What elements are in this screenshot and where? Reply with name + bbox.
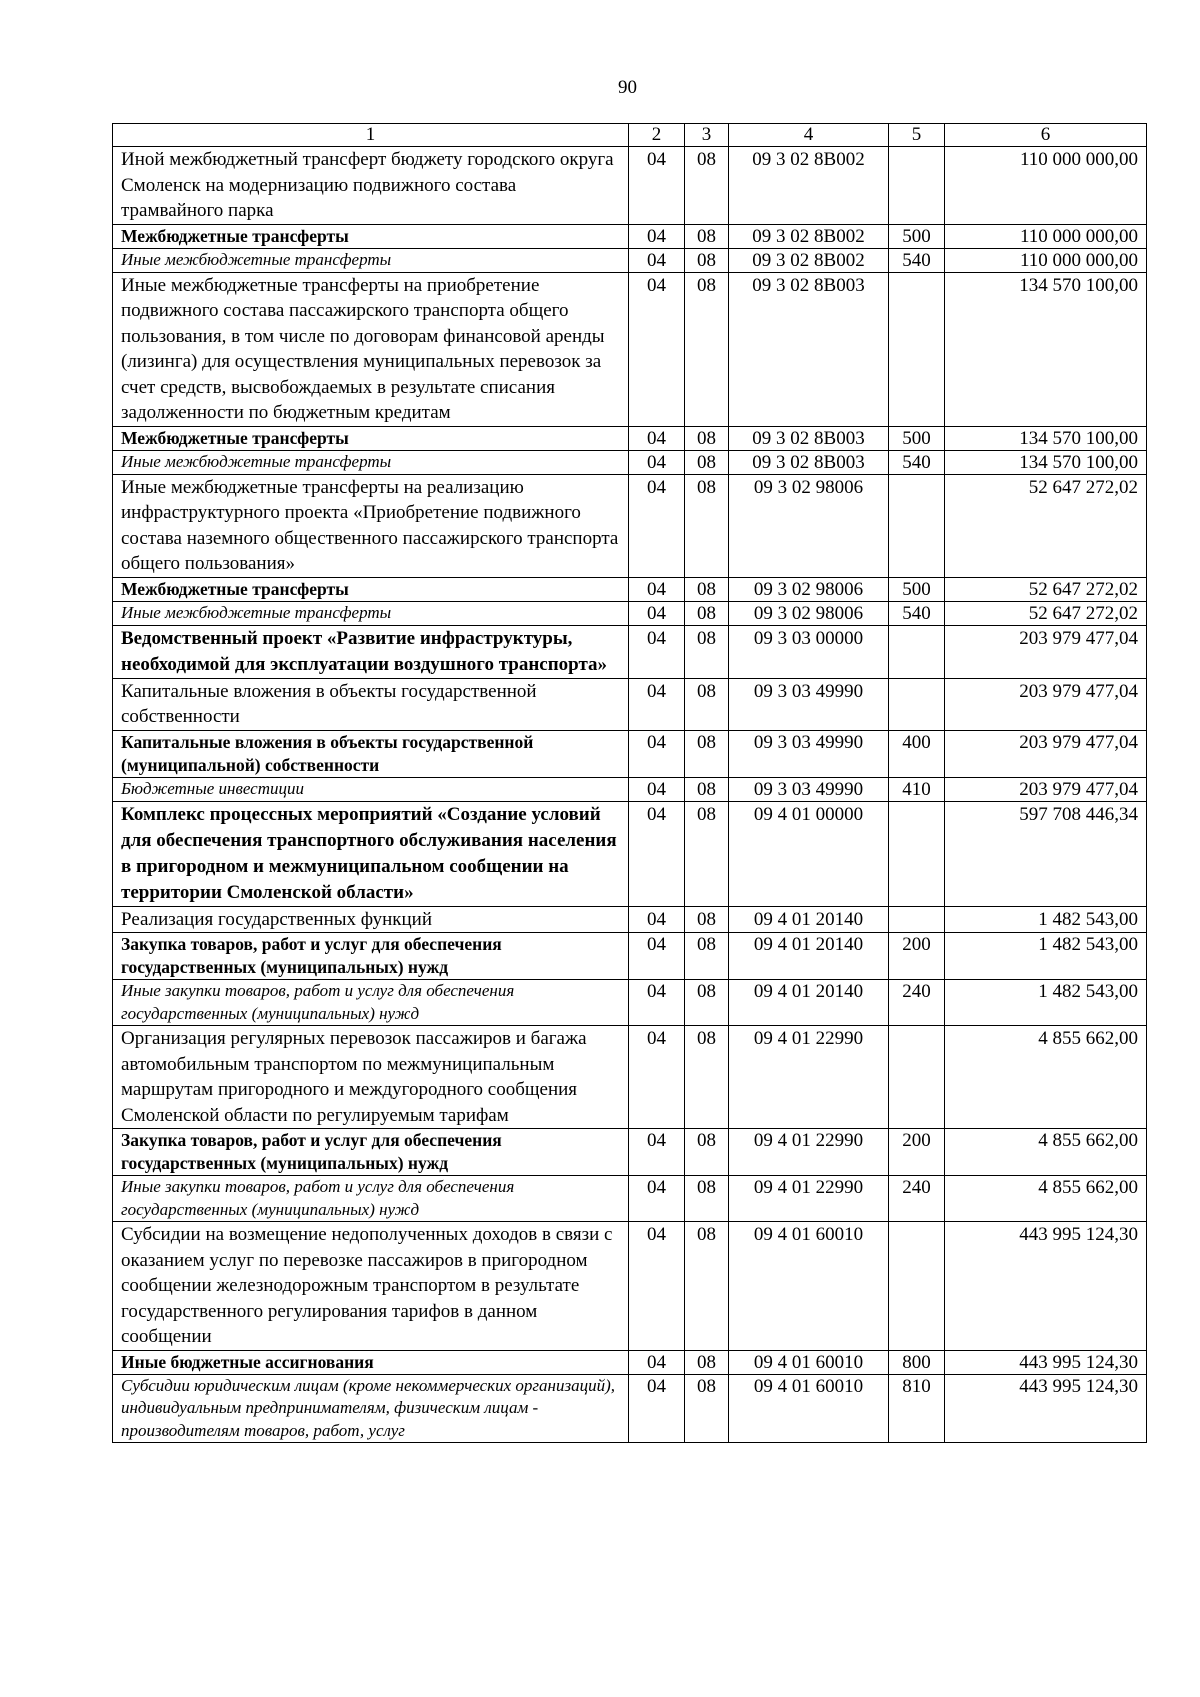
row-subsection-cell: 08 xyxy=(685,426,729,450)
row-target-article-cell: 09 4 01 60010 xyxy=(729,1222,889,1351)
row-target-article-cell: 09 3 03 49990 xyxy=(729,678,889,730)
row-amount-cell: 110 000 000,00 xyxy=(945,147,1147,225)
table-row xyxy=(113,474,1147,577)
row-amount-cell: 4 855 662,00 xyxy=(945,1176,1147,1222)
row-target-article-cell: 09 3 02 8B003 xyxy=(729,272,889,426)
row-section-cell: 04 xyxy=(629,906,685,933)
row-target-article-cell: 09 4 01 22990 xyxy=(729,1129,889,1176)
row-section-cell: 04 xyxy=(629,678,685,730)
row-expense-type-cell: 540 xyxy=(889,248,945,272)
row-subsection-cell: 08 xyxy=(685,906,729,933)
row-name-cell: Комплекс процессных мероприятий «Создание условий для обеспечения транспортного обслуживания населения в пригородном и межмуниципальном сообщении на территории Смоленской области» xyxy=(113,801,629,906)
row-section-cell: 04 xyxy=(629,777,685,801)
row-amount-cell: 134 570 100,00 xyxy=(945,426,1147,450)
row-section-cell: 04 xyxy=(629,426,685,450)
row-expense-type-cell: 400 xyxy=(889,730,945,777)
row-subsection-cell: 08 xyxy=(685,933,729,980)
row-expense-type-cell xyxy=(889,1026,945,1129)
row-expense-type-cell xyxy=(889,147,945,225)
table-row xyxy=(113,906,1147,933)
row-section-cell: 04 xyxy=(629,1129,685,1176)
row-target-article-cell: 09 3 02 8B002 xyxy=(729,147,889,225)
row-amount-cell: 443 995 124,30 xyxy=(945,1222,1147,1351)
row-target-article-cell: 09 3 03 00000 xyxy=(729,625,889,678)
row-amount-cell: 52 647 272,02 xyxy=(945,577,1147,601)
row-expense-type-cell: 200 xyxy=(889,933,945,980)
row-expense-type-cell: 540 xyxy=(889,601,945,625)
table-row xyxy=(113,730,1147,777)
row-expense-type-cell xyxy=(889,678,945,730)
row-amount-cell: 52 647 272,02 xyxy=(945,601,1147,625)
row-target-article-cell: 09 3 02 98006 xyxy=(729,577,889,601)
row-target-article-cell: 09 4 01 60010 xyxy=(729,1350,889,1374)
table-row xyxy=(113,625,1147,678)
row-name-cell: Межбюджетные трансферты xyxy=(113,577,629,601)
row-subsection-cell: 08 xyxy=(685,1176,729,1222)
column-header-2: 2 xyxy=(629,124,685,147)
row-subsection-cell: 08 xyxy=(685,1129,729,1176)
row-subsection-cell: 08 xyxy=(685,980,729,1026)
row-amount-cell: 134 570 100,00 xyxy=(945,272,1147,426)
row-subsection-cell: 08 xyxy=(685,1026,729,1129)
row-target-article-cell: 09 4 01 20140 xyxy=(729,906,889,933)
row-name-cell: Закупка товаров, работ и услуг для обеспечения государственных (муниципальных) нужд xyxy=(113,933,629,980)
row-section-cell: 04 xyxy=(629,980,685,1026)
row-section-cell: 04 xyxy=(629,801,685,906)
table-row xyxy=(113,1350,1147,1374)
row-subsection-cell: 08 xyxy=(685,730,729,777)
row-name-cell: Капитальные вложения в объекты государственной (муниципальной) собственности xyxy=(113,730,629,777)
row-subsection-cell: 08 xyxy=(685,147,729,225)
row-target-article-cell: 09 4 01 22990 xyxy=(729,1176,889,1222)
row-expense-type-cell xyxy=(889,272,945,426)
table-row xyxy=(113,1176,1147,1222)
row-amount-cell: 4 855 662,00 xyxy=(945,1129,1147,1176)
row-subsection-cell: 08 xyxy=(685,272,729,426)
row-section-cell: 04 xyxy=(629,450,685,474)
row-subsection-cell: 08 xyxy=(685,678,729,730)
row-subsection-cell: 08 xyxy=(685,801,729,906)
row-expense-type-cell xyxy=(889,801,945,906)
row-name-cell: Иные закупки товаров, работ и услуг для обеспечения государственных (муниципальных) нужд xyxy=(113,980,629,1026)
column-header-3: 3 xyxy=(685,124,729,147)
row-target-article-cell: 09 3 02 8B003 xyxy=(729,450,889,474)
table-row xyxy=(113,147,1147,225)
row-section-cell: 04 xyxy=(629,1350,685,1374)
table-row xyxy=(113,224,1147,248)
row-name-cell: Иные закупки товаров, работ и услуг для обеспечения государственных (муниципальных) нужд xyxy=(113,1176,629,1222)
row-subsection-cell: 08 xyxy=(685,474,729,577)
row-target-article-cell: 09 4 01 00000 xyxy=(729,801,889,906)
row-amount-cell: 203 979 477,04 xyxy=(945,625,1147,678)
table-body xyxy=(113,147,1147,1443)
row-expense-type-cell: 240 xyxy=(889,980,945,1026)
row-target-article-cell: 09 4 01 22990 xyxy=(729,1026,889,1129)
table-row xyxy=(113,933,1147,980)
row-amount-cell: 1 482 543,00 xyxy=(945,933,1147,980)
row-amount-cell: 1 482 543,00 xyxy=(945,906,1147,933)
row-section-cell: 04 xyxy=(629,147,685,225)
row-name-cell: Иные межбюджетные трансферты на реализацию инфраструктурного проекта «Приобретение подвижного состава наземного общественного пассажирского транспорта общего пользования» xyxy=(113,474,629,577)
row-expense-type-cell xyxy=(889,906,945,933)
row-section-cell: 04 xyxy=(629,1176,685,1222)
row-name-cell: Субсидии на возмещение недополученных доходов в связи с оказанием услуг по перевозке пассажиров в пригородном сообщении железнодорожным транспортом в результате государственного регулирования тарифов в данном сообщении xyxy=(113,1222,629,1351)
row-expense-type-cell: 500 xyxy=(889,224,945,248)
row-target-article-cell: 09 3 02 8B002 xyxy=(729,224,889,248)
table-row xyxy=(113,426,1147,450)
row-subsection-cell: 08 xyxy=(685,625,729,678)
row-section-cell: 04 xyxy=(629,1222,685,1351)
row-amount-cell: 443 995 124,30 xyxy=(945,1350,1147,1374)
row-section-cell: 04 xyxy=(629,730,685,777)
row-expense-type-cell: 500 xyxy=(889,577,945,601)
row-amount-cell: 110 000 000,00 xyxy=(945,248,1147,272)
row-amount-cell: 443 995 124,30 xyxy=(945,1374,1147,1443)
row-name-cell: Иной межбюджетный трансферт бюджету городского округа Смоленск на модернизацию подвижного состава трамвайного парка xyxy=(113,147,629,225)
row-amount-cell: 203 979 477,04 xyxy=(945,777,1147,801)
row-section-cell: 04 xyxy=(629,248,685,272)
row-name-cell: Иные межбюджетные трансферты xyxy=(113,248,629,272)
row-subsection-cell: 08 xyxy=(685,450,729,474)
row-expense-type-cell: 200 xyxy=(889,1129,945,1176)
column-header-5: 5 xyxy=(889,124,945,147)
row-name-cell: Иные межбюджетные трансферты xyxy=(113,450,629,474)
row-name-cell: Иные бюджетные ассигнования xyxy=(113,1350,629,1374)
page-number: 90 xyxy=(618,77,637,98)
row-name-cell: Иные межбюджетные трансферты xyxy=(113,601,629,625)
row-name-cell: Бюджетные инвестиции xyxy=(113,777,629,801)
row-expense-type-cell xyxy=(889,474,945,577)
table-row xyxy=(113,1222,1147,1351)
row-expense-type-cell: 410 xyxy=(889,777,945,801)
table-row xyxy=(113,1374,1147,1443)
row-name-cell: Организация регулярных перевозок пассажиров и багажа автомобильным транспортом по межмуниципальным маршрутам пригородного и междугородного сообщения Смоленской области по регулируемым тарифам xyxy=(113,1026,629,1129)
table-row xyxy=(113,1129,1147,1176)
column-header-1: 1 xyxy=(113,124,629,147)
row-subsection-cell: 08 xyxy=(685,601,729,625)
row-amount-cell: 110 000 000,00 xyxy=(945,224,1147,248)
row-name-cell: Закупка товаров, работ и услуг для обеспечения государственных (муниципальных) нужд xyxy=(113,1129,629,1176)
row-target-article-cell: 09 3 02 8B002 xyxy=(729,248,889,272)
row-amount-cell: 4 855 662,00 xyxy=(945,1026,1147,1129)
row-expense-type-cell: 810 xyxy=(889,1374,945,1443)
row-expense-type-cell: 500 xyxy=(889,426,945,450)
row-subsection-cell: 08 xyxy=(685,577,729,601)
row-subsection-cell: 08 xyxy=(685,224,729,248)
row-amount-cell: 597 708 446,34 xyxy=(945,801,1147,906)
row-section-cell: 04 xyxy=(629,933,685,980)
row-subsection-cell: 08 xyxy=(685,248,729,272)
budget-table xyxy=(112,123,1147,1443)
table-row xyxy=(113,577,1147,601)
column-header-4: 4 xyxy=(729,124,889,147)
row-name-cell: Капитальные вложения в объекты государственной собственности xyxy=(113,678,629,730)
row-target-article-cell: 09 4 01 60010 xyxy=(729,1374,889,1443)
row-expense-type-cell: 540 xyxy=(889,450,945,474)
row-subsection-cell: 08 xyxy=(685,1222,729,1351)
row-target-article-cell: 09 3 02 98006 xyxy=(729,601,889,625)
row-amount-cell: 203 979 477,04 xyxy=(945,730,1147,777)
row-subsection-cell: 08 xyxy=(685,1374,729,1443)
row-target-article-cell: 09 3 03 49990 xyxy=(729,730,889,777)
row-subsection-cell: 08 xyxy=(685,777,729,801)
row-name-cell: Реализация государственных функций xyxy=(113,906,629,933)
row-target-article-cell: 09 4 01 20140 xyxy=(729,980,889,1026)
row-section-cell: 04 xyxy=(629,577,685,601)
row-section-cell: 04 xyxy=(629,272,685,426)
row-section-cell: 04 xyxy=(629,224,685,248)
row-target-article-cell: 09 3 02 98006 xyxy=(729,474,889,577)
row-name-cell: Межбюджетные трансферты xyxy=(113,426,629,450)
table-row xyxy=(113,1026,1147,1129)
row-name-cell: Межбюджетные трансферты xyxy=(113,224,629,248)
row-expense-type-cell: 800 xyxy=(889,1350,945,1374)
row-section-cell: 04 xyxy=(629,625,685,678)
row-amount-cell: 203 979 477,04 xyxy=(945,678,1147,730)
row-target-article-cell: 09 3 02 8B003 xyxy=(729,426,889,450)
table-row xyxy=(113,601,1147,625)
row-section-cell: 04 xyxy=(629,474,685,577)
table-row xyxy=(113,678,1147,730)
row-target-article-cell: 09 3 03 49990 xyxy=(729,777,889,801)
table-row xyxy=(113,801,1147,906)
row-amount-cell: 1 482 543,00 xyxy=(945,980,1147,1026)
row-amount-cell: 134 570 100,00 xyxy=(945,450,1147,474)
row-name-cell: Иные межбюджетные трансферты на приобретение подвижного состава пассажирского транспорта общего пользования, в том числе по договорам финансовой аренды (лизинга) для осуществления муниципальных перевозок за счет средств, высвобождаемых в результате списания задолженности по бюджетным кредитам xyxy=(113,272,629,426)
table-row xyxy=(113,980,1147,1026)
table-header-row xyxy=(113,124,1147,147)
row-expense-type-cell xyxy=(889,1222,945,1351)
column-header-6: 6 xyxy=(945,124,1147,147)
row-subsection-cell: 08 xyxy=(685,1350,729,1374)
row-target-article-cell: 09 4 01 20140 xyxy=(729,933,889,980)
row-section-cell: 04 xyxy=(629,1026,685,1129)
row-section-cell: 04 xyxy=(629,601,685,625)
row-name-cell: Ведомственный проект «Развитие инфраструктуры, необходимой для эксплуатации воздушного транспорта» xyxy=(113,625,629,678)
table-row xyxy=(113,450,1147,474)
table-row xyxy=(113,777,1147,801)
row-expense-type-cell xyxy=(889,625,945,678)
table-row xyxy=(113,248,1147,272)
row-section-cell: 04 xyxy=(629,1374,685,1443)
row-amount-cell: 52 647 272,02 xyxy=(945,474,1147,577)
table-row xyxy=(113,272,1147,426)
row-expense-type-cell: 240 xyxy=(889,1176,945,1222)
row-name-cell: Субсидии юридическим лицам (кроме некоммерческих организаций), индивидуальным предпринимателям, физическим лицам - производителям товаров, работ, услуг xyxy=(113,1374,629,1443)
